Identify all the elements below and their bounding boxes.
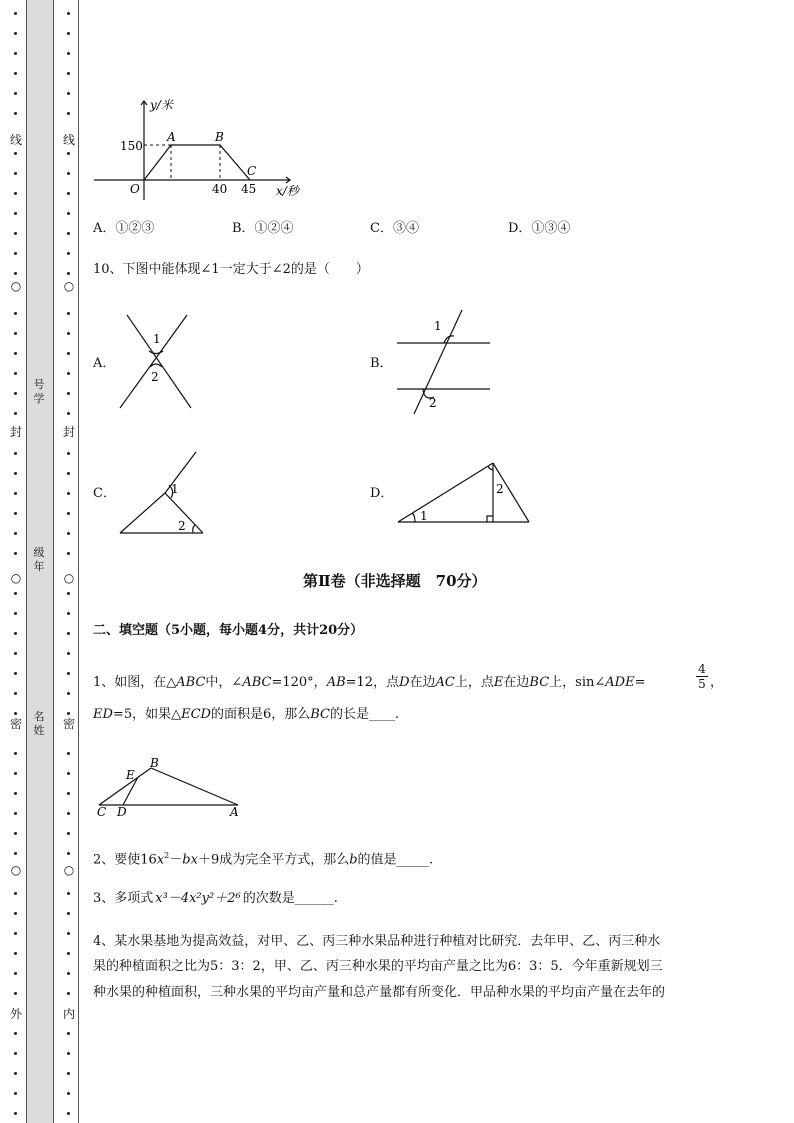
f1-triangle-figure — [93, 752, 248, 822]
q9-option-d: D．①③④ — [508, 221, 571, 236]
margin-dot — [67, 272, 70, 275]
margin-label: 线 — [63, 133, 76, 147]
q10-option-c-label: C． — [93, 486, 116, 501]
q10-option-b-label: B． — [370, 356, 393, 371]
margin-dot — [67, 472, 70, 475]
right-dot-column — [62, 0, 76, 1123]
margin-dot — [14, 1072, 17, 1075]
margin-dot — [14, 72, 17, 75]
margin-dot — [67, 392, 70, 395]
f4-line-1: 4、某水果基地为提高效益，对甲、乙、丙三种水果品种进行种植对比研究．去年甲、乙、丙三种水 — [93, 934, 661, 949]
margin-dot — [67, 232, 70, 235]
margin-dot — [14, 92, 17, 95]
margin-dot — [14, 152, 17, 155]
fig-c-angle-2: 2 — [178, 519, 186, 533]
margin-dot — [67, 592, 70, 595]
margin-dot — [14, 252, 17, 255]
margin-dot — [14, 452, 17, 455]
q9-option-a: A．①②③ — [93, 221, 155, 236]
y-axis-label: y/米 — [150, 98, 173, 112]
q9-distance-time-graph — [90, 95, 320, 205]
f2-text: － — [169, 852, 183, 868]
f1-text: 上，sin∠ — [549, 675, 606, 690]
margin-dot — [14, 632, 17, 635]
f1-text: 在边 — [409, 675, 436, 690]
f1-var: ADE — [605, 675, 635, 690]
margin-dot — [67, 252, 70, 255]
margin-dot — [67, 752, 70, 755]
margin-dot — [67, 792, 70, 795]
margin-dot — [67, 352, 70, 355]
fig-b-angle-2: 2 — [429, 396, 437, 410]
f1-label-c: C — [97, 805, 107, 819]
f1-text: 中，∠ — [205, 675, 243, 690]
q10-stem: 10、下图中能体现∠1一定大于∠2的是（ ） — [93, 262, 369, 277]
margin-dot — [67, 892, 70, 895]
margin-dot — [67, 492, 70, 495]
margin-dot — [14, 812, 17, 815]
margin-dot — [67, 772, 70, 775]
point-a-label: A — [167, 130, 176, 144]
margin-dot — [67, 332, 70, 335]
f1-label-b: B — [150, 756, 159, 770]
f1-var: BC — [529, 675, 550, 690]
margin-dot — [67, 832, 70, 835]
margin-dot — [14, 32, 17, 35]
section-title: 第Ⅱ卷（非选择题 70分） — [303, 572, 487, 590]
fig-c-angle-1: 1 — [171, 482, 179, 496]
margin-dot — [14, 332, 17, 335]
f1-var: ABC — [242, 675, 272, 690]
x-axis-label: x/秒 — [276, 184, 299, 198]
margin-dot — [14, 952, 17, 955]
f1-text: 的长是____. — [329, 707, 400, 722]
f4-line-3: 种水果的种植面积，三种水果的平均亩产量和总产量都有所变化．甲品种水果的平均亩产量在去年的 — [93, 985, 666, 1000]
margin-dot — [14, 372, 17, 375]
margin-dot — [14, 552, 17, 555]
f1-var: BC — [310, 707, 330, 722]
fraction-numerator: 4 — [698, 662, 706, 676]
f1-label-e: E — [126, 768, 135, 782]
margin-dot — [67, 72, 70, 75]
f1-text: 1、如图，在△ — [93, 675, 177, 690]
f1-line-1 — [93, 674, 645, 692]
f2-var: bx — [182, 852, 198, 868]
margin-dot — [14, 852, 17, 855]
f1-text: 在边 — [503, 675, 530, 690]
margin-circle-icon: ○ — [10, 863, 22, 877]
margin-circle-icon: ○ — [63, 279, 75, 293]
q9-option-c: C．③④ — [370, 221, 419, 236]
margin-dot — [67, 512, 70, 515]
fig-a-angle-1: 1 — [153, 332, 161, 346]
f3-text: 的次数是______. — [242, 891, 338, 906]
margin-circle-icon: ○ — [10, 571, 22, 585]
f1-var: ECD — [181, 707, 211, 722]
margin-dot — [67, 92, 70, 95]
margin-dot — [14, 472, 17, 475]
f1-fraction — [696, 662, 708, 691]
f4-line-2: 果的种植面积之比为5：3：2，甲、乙、丙三种水果的平均亩产量之比为6：3：5．今年重新规划三 — [93, 959, 663, 974]
margin-dot — [67, 372, 70, 375]
f1-var: E — [493, 675, 504, 690]
margin-dot — [14, 512, 17, 515]
margin-dot — [67, 1072, 70, 1075]
margin-dot — [14, 972, 17, 975]
point-c-label: C — [247, 164, 257, 178]
fig-d-angle-1: 1 — [420, 509, 428, 523]
margin-dot — [67, 1052, 70, 1055]
f1-text: =5，如果△ — [112, 707, 182, 722]
f1-text: 上，点 — [454, 675, 494, 690]
y-tick-150: 150 — [120, 139, 143, 153]
margin-dot — [67, 852, 70, 855]
margin-dot — [67, 992, 70, 995]
margin-dot — [67, 192, 70, 195]
margin-dot — [14, 352, 17, 355]
f1-var: ABC — [176, 675, 206, 690]
f1-var: ED — [93, 707, 113, 722]
f1-text: =12，点 — [345, 675, 400, 690]
f2-exponent: 2 — [164, 851, 170, 860]
margin-dot — [14, 492, 17, 495]
margin-label: 封 — [63, 425, 76, 439]
f1-line-2 — [93, 706, 399, 724]
margin-dot — [67, 172, 70, 175]
margin-dot — [67, 112, 70, 115]
margin-dot — [67, 712, 70, 715]
margin-circle-icon: ○ — [63, 571, 75, 585]
left-dot-column — [9, 0, 23, 1123]
f3-line — [93, 890, 338, 908]
margin-dot — [14, 272, 17, 275]
margin-label: 密 — [10, 717, 23, 731]
margin-dot — [67, 692, 70, 695]
margin-dot — [14, 312, 17, 315]
margin-dot — [14, 612, 17, 615]
origin-label: O — [130, 182, 140, 196]
fig-a-angle-2: 2 — [151, 370, 159, 384]
f1-label-d: D — [117, 805, 127, 819]
margin-dot — [14, 412, 17, 415]
margin-dot — [14, 912, 17, 915]
margin-dot — [14, 112, 17, 115]
margin-dot — [67, 1092, 70, 1095]
q10-figure-b — [392, 306, 497, 418]
margin-dot — [14, 212, 17, 215]
margin-dot — [67, 412, 70, 415]
margin-dot — [67, 912, 70, 915]
margin-dot — [14, 1052, 17, 1055]
margin-label: 内 — [63, 1007, 76, 1021]
f1-var: AB — [326, 675, 346, 690]
band-label-grade: 级年 — [33, 546, 45, 573]
margin-dot — [67, 972, 70, 975]
f1-var: D — [399, 675, 410, 690]
margin-dot — [14, 12, 17, 15]
margin-dot — [14, 652, 17, 655]
f2-text: ＋9成为完全平方式，那么 — [197, 852, 350, 868]
f2-var: x — [156, 852, 165, 868]
margin-dot — [67, 552, 70, 555]
margin-label: 线 — [10, 133, 23, 147]
q10-figure-a — [115, 312, 200, 412]
margin-dot — [14, 792, 17, 795]
f1-text: =120°， — [271, 675, 327, 690]
f1-label-a: A — [230, 805, 239, 819]
margin-label: 封 — [10, 425, 23, 439]
margin-dot — [67, 652, 70, 655]
margin-dot — [14, 192, 17, 195]
margin-dot — [67, 952, 70, 955]
margin-dot — [14, 712, 17, 715]
f2-var: b — [349, 852, 358, 868]
margin-circle-icon: ○ — [63, 863, 75, 877]
margin-dot — [67, 452, 70, 455]
margin-dot — [67, 12, 70, 15]
f2-text: 的值是_____. — [357, 852, 434, 868]
margin-dot — [14, 172, 17, 175]
f1-line-1-end: ， — [710, 675, 724, 690]
margin-dot — [67, 32, 70, 35]
margin-label: 密 — [63, 717, 76, 731]
f2-text: 2、要使16 — [93, 852, 157, 868]
margin-dot — [67, 532, 70, 535]
margin-dot — [67, 312, 70, 315]
band-label-number: 号学 — [33, 378, 45, 405]
f3-expression: x³－4x²y²＋2⁶ — [155, 891, 241, 906]
margin-label: 外 — [10, 1007, 23, 1021]
x-tick-45: 45 — [241, 182, 257, 196]
margin-dot — [67, 1112, 70, 1115]
f2-line — [93, 847, 433, 869]
f1-text: 的面积是6，那么 — [210, 707, 311, 722]
section-heading: 二、填空题（5小题，每小题4分，共计20分） — [93, 623, 364, 638]
point-b-label: B — [215, 130, 224, 144]
margin-circle-icon: ○ — [10, 279, 22, 293]
margin-dot — [14, 692, 17, 695]
q10-option-d-label: D． — [370, 486, 394, 501]
margin-dot — [67, 672, 70, 675]
fig-d-angle-2: 2 — [496, 482, 504, 496]
margin-dot — [14, 1032, 17, 1035]
f1-text: = — [634, 675, 646, 690]
q9-option-b: B．①②④ — [232, 221, 294, 236]
margin-dot — [14, 52, 17, 55]
fraction-denominator: 5 — [698, 677, 706, 691]
margin-dot — [14, 992, 17, 995]
margin-dot — [67, 612, 70, 615]
margin-dot — [67, 52, 70, 55]
q10-option-a-label: A． — [93, 356, 116, 371]
margin-dot — [67, 632, 70, 635]
f3-text: 3、多项式 — [93, 891, 154, 906]
margin-dot — [67, 152, 70, 155]
margin-dot — [14, 1112, 17, 1115]
x-tick-40: 40 — [212, 182, 228, 196]
margin-dot — [14, 772, 17, 775]
margin-dot — [14, 672, 17, 675]
margin-dot — [14, 392, 17, 395]
margin-dot — [67, 1032, 70, 1035]
f1-var: AC — [435, 675, 455, 690]
margin-dot — [67, 932, 70, 935]
margin-dot — [67, 212, 70, 215]
margin-dot — [14, 832, 17, 835]
margin-dot — [14, 592, 17, 595]
q10-figure-d — [395, 458, 535, 528]
margin-dot — [14, 1092, 17, 1095]
margin-dot — [14, 752, 17, 755]
band-label-name: 名姓 — [33, 710, 45, 737]
margin-dot — [14, 932, 17, 935]
margin-divider — [78, 0, 79, 1123]
margin-dot — [14, 532, 17, 535]
margin-dot — [67, 812, 70, 815]
margin-dot — [14, 892, 17, 895]
margin-dot — [14, 232, 17, 235]
fig-b-angle-1: 1 — [434, 319, 442, 333]
q10-figure-c — [115, 448, 210, 540]
